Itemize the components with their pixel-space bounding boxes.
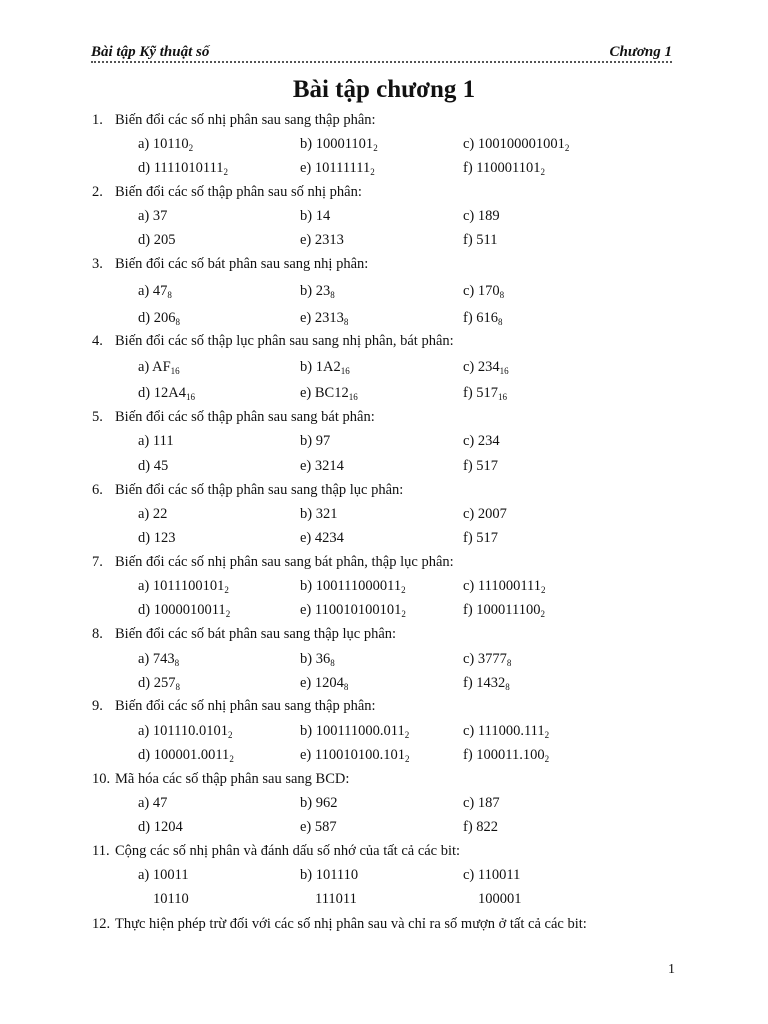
exercise-prompt: Biến đổi các số thập phân sau số nhị phân:	[115, 184, 362, 200]
exercise-item	[138, 723, 232, 740]
item-base: 8	[499, 290, 505, 300]
item-value: 101110.0101	[152, 723, 228, 739]
item-value: 616	[476, 310, 499, 326]
item-base: 2	[544, 754, 550, 764]
item-value: 101110	[315, 867, 359, 883]
page-title: Bài tập chương 1	[292, 76, 476, 103]
exercise-item	[138, 433, 174, 450]
item-label: d)	[138, 675, 151, 691]
item-value: 1011100101	[152, 578, 225, 594]
item-label: b)	[300, 795, 313, 811]
item-label: b)	[300, 208, 313, 224]
item-base: 2	[540, 609, 545, 619]
item-label: a)	[138, 795, 150, 811]
item-value: 100001.0011	[153, 747, 230, 763]
item-value: 110001101	[476, 160, 541, 176]
item-value: 47	[152, 795, 168, 811]
header-course: Bài tập Kỹ thuật số	[91, 44, 210, 60]
exercise-item	[300, 723, 409, 740]
exercise-number: 8.	[92, 626, 103, 642]
item-label: f)	[463, 530, 473, 546]
item-value: 100001	[478, 891, 522, 907]
item-label: d)	[138, 747, 151, 763]
item-value: 100011.100	[476, 747, 545, 763]
item-label: e)	[300, 458, 312, 474]
exercise-prompt: Biến đổi các số bát phân sau sang thập lục phân:	[115, 626, 397, 642]
exercise-item	[463, 232, 498, 249]
exercise-item	[138, 359, 180, 376]
item-base: 2	[227, 730, 233, 740]
exercise-number: 4.	[92, 333, 103, 349]
item-base: 16	[498, 392, 508, 402]
exercise-number: 10.	[92, 771, 111, 787]
exercise-item	[138, 651, 179, 668]
item-label: c)	[463, 651, 475, 667]
exercise-item	[138, 530, 175, 547]
item-base: 16	[170, 366, 180, 376]
item-value: 962	[315, 795, 338, 811]
item-base: 8	[174, 658, 180, 668]
item-value: 822	[476, 819, 499, 835]
exercise-item	[138, 160, 228, 177]
item-base: 2	[188, 143, 194, 153]
item-value: 170	[477, 283, 500, 299]
exercise-item	[300, 232, 344, 249]
item-value: 100100001001	[477, 136, 565, 152]
item-value: 45	[153, 458, 169, 474]
exercise-item	[463, 458, 498, 475]
item-value: 3777	[477, 651, 507, 667]
item-label: c)	[463, 578, 475, 594]
item-value: 517	[476, 458, 499, 474]
item-value: 23	[315, 283, 331, 299]
exercise-prompt: Biến đổi các số thập phân sau sang thập lục phân:	[115, 482, 404, 498]
exercise-prompt: Biến đổi các số nhị phân sau sang bát phân, thập lục phân:	[115, 554, 454, 570]
exercise-item	[300, 578, 406, 595]
exercise-item	[300, 867, 358, 884]
item-value: 2007	[477, 506, 507, 522]
exercise-item	[138, 506, 167, 523]
exercise-item	[463, 723, 549, 740]
exercise-number: 1.	[92, 112, 103, 128]
item-value: 3214	[314, 458, 344, 474]
item-value: 517	[476, 530, 499, 546]
item-value: 36	[315, 651, 331, 667]
header-chapter: Chương 1	[609, 44, 672, 60]
exercise-prompt: Cộng các số nhị phân và đánh dấu số nhớ của tất cả các bit:	[115, 843, 461, 859]
item-label: a)	[138, 359, 150, 375]
item-value: 206	[153, 310, 176, 326]
exercise-item	[463, 867, 520, 884]
item-value: 111	[152, 433, 174, 449]
exercise-number: 6.	[92, 482, 103, 498]
item-label: b)	[300, 578, 313, 594]
exercise-item	[138, 819, 183, 836]
item-base: 2	[541, 585, 546, 595]
item-label: f)	[463, 160, 473, 176]
item-base: 2	[373, 143, 378, 153]
exercise-item	[300, 530, 344, 547]
exercise-item	[315, 891, 357, 908]
item-value: 100011100	[476, 602, 541, 618]
item-value: 189	[477, 208, 500, 224]
exercise-item	[138, 578, 229, 595]
exercise-item	[463, 506, 507, 523]
item-base: 8	[506, 658, 512, 668]
exercise-item	[463, 136, 569, 153]
item-base: 8	[330, 290, 335, 300]
item-base: 2	[404, 754, 410, 764]
item-base: 2	[564, 143, 570, 153]
item-label: d)	[138, 310, 151, 326]
item-value: 22	[152, 506, 168, 522]
exercise-item	[300, 359, 350, 376]
item-value: 234	[477, 359, 500, 375]
item-label: c)	[463, 723, 475, 739]
exercise-number: 12.	[92, 916, 111, 932]
exercise-item	[463, 433, 500, 450]
exercise-item	[138, 232, 175, 249]
exercise-item	[300, 208, 330, 225]
item-value: 1000010011	[153, 602, 226, 618]
item-base: 16	[185, 392, 195, 402]
item-label: a)	[138, 578, 150, 594]
exercise-item	[138, 385, 195, 402]
item-base: 8	[330, 658, 335, 668]
exercise-item	[463, 602, 545, 619]
exercise-prompt: Biến đổi các số thập lục phân sau sang nhị phân, bát phân:	[115, 333, 454, 349]
item-value: 100111000011	[315, 578, 402, 594]
exercise-item	[300, 160, 375, 177]
exercise-item	[138, 310, 180, 327]
item-value: 111000.111	[477, 723, 545, 739]
item-label: d)	[138, 602, 151, 618]
item-label: f)	[463, 385, 473, 401]
exercise-number: 2.	[92, 184, 103, 200]
exercise-number: 9.	[92, 698, 103, 714]
exercise-item	[300, 385, 358, 402]
item-base: 8	[343, 682, 349, 692]
item-value: 10111111	[314, 160, 371, 176]
item-label: b)	[300, 283, 313, 299]
item-label: c)	[463, 208, 475, 224]
item-base: 2	[223, 167, 229, 177]
item-value: 321	[315, 506, 338, 522]
item-value: 4234	[314, 530, 344, 546]
item-base: 8	[498, 317, 503, 327]
item-value: 1111010111	[153, 160, 224, 176]
exercise-item	[300, 310, 348, 327]
item-label: d)	[138, 232, 151, 248]
exercise-item	[300, 136, 378, 153]
item-label: f)	[463, 819, 473, 835]
item-value: 187	[477, 795, 500, 811]
page-number: 1	[668, 962, 675, 977]
item-value: 14	[315, 208, 331, 224]
item-value: 1A2	[315, 359, 341, 375]
exercise-number: 3.	[92, 256, 103, 272]
item-label: f)	[463, 747, 473, 763]
item-label: a)	[138, 867, 150, 883]
item-value: 100111000.011	[315, 723, 405, 739]
item-value: 1204	[153, 819, 183, 835]
item-label: e)	[300, 602, 312, 618]
item-label: e)	[300, 310, 312, 326]
item-value: 10001101	[315, 136, 374, 152]
item-base: 2	[544, 730, 550, 740]
exercise-item	[138, 458, 168, 475]
exercise-item	[463, 819, 498, 836]
exercise-item	[463, 359, 509, 376]
item-base: 2	[540, 167, 545, 177]
item-label: e)	[300, 675, 312, 691]
item-label: b)	[300, 651, 313, 667]
item-value: 12A4	[153, 385, 186, 401]
item-value: 257	[153, 675, 176, 691]
exercise-item	[463, 160, 545, 177]
item-value: 517	[476, 385, 499, 401]
exercise-item	[138, 747, 234, 764]
exercise-item	[138, 136, 193, 153]
exercise-item	[138, 208, 167, 225]
exercise-number: 11.	[92, 843, 110, 859]
item-value: 2313	[314, 232, 344, 248]
item-base: 2	[401, 609, 406, 619]
item-value: 111011	[315, 891, 357, 907]
item-label: f)	[463, 458, 473, 474]
item-value: 1432	[476, 675, 506, 691]
item-label: c)	[463, 283, 475, 299]
exercise-prompt: Biến đổi các số thập phân sau sang bát phân:	[115, 409, 375, 425]
item-label: c)	[463, 433, 475, 449]
exercise-item	[300, 795, 337, 812]
item-value: 10011	[152, 867, 189, 883]
exercise-item	[463, 208, 500, 225]
exercise-item	[463, 530, 498, 547]
exercise-prompt: Mã hóa các số thập phân sau sang BCD:	[115, 771, 350, 787]
exercise-item	[300, 747, 409, 764]
item-value: 511	[476, 232, 498, 248]
item-value: 123	[153, 530, 176, 546]
item-label: d)	[138, 160, 151, 176]
item-label: e)	[300, 385, 312, 401]
exercise-item	[300, 819, 337, 836]
exercise-prompt: Biến đổi các số bát phân sau sang nhị phân:	[115, 256, 369, 272]
item-label: c)	[463, 506, 475, 522]
item-base: 2	[370, 167, 375, 177]
item-label: a)	[138, 506, 150, 522]
item-label: a)	[138, 208, 150, 224]
item-value: 47	[152, 283, 168, 299]
item-label: e)	[300, 160, 312, 176]
exercise-prompt: Biến đổi các số nhị phân sau sang thập phân:	[115, 112, 376, 128]
exercise-number: 5.	[92, 409, 103, 425]
item-value: 97	[315, 433, 331, 449]
item-label: f)	[463, 602, 473, 618]
item-label: e)	[300, 747, 312, 763]
exercise-item	[463, 385, 507, 402]
item-label: e)	[300, 232, 312, 248]
item-label: b)	[300, 136, 313, 152]
item-base: 2	[229, 754, 234, 764]
exercise-item	[463, 283, 504, 300]
item-label: c)	[463, 136, 475, 152]
item-value: 205	[153, 232, 176, 248]
exercise-item	[463, 675, 510, 692]
exercise-item	[463, 795, 500, 812]
item-value: 10110	[152, 136, 189, 152]
exercise-item	[300, 283, 335, 300]
exercise-item	[478, 891, 522, 908]
item-base: 2	[404, 730, 410, 740]
item-base: 16	[499, 366, 509, 376]
item-base: 8	[175, 317, 180, 327]
item-label: a)	[138, 723, 150, 739]
item-base: 2	[225, 609, 231, 619]
item-label: b)	[300, 867, 313, 883]
item-value: 110010100101	[314, 602, 402, 618]
item-label: a)	[138, 136, 150, 152]
item-value: BC12	[314, 385, 349, 401]
exercise-item	[300, 651, 335, 668]
item-base: 8	[167, 290, 172, 300]
item-label: b)	[300, 433, 313, 449]
item-base: 8	[175, 682, 180, 692]
exercise-item	[138, 283, 172, 300]
item-base: 8	[343, 317, 349, 327]
exercise-item	[300, 458, 344, 475]
item-value: 587	[314, 819, 337, 835]
item-label: a)	[138, 433, 150, 449]
exercise-item	[463, 310, 503, 327]
item-base: 2	[401, 585, 406, 595]
item-label: c)	[463, 867, 475, 883]
exercise-item	[138, 795, 167, 812]
item-label: f)	[463, 310, 473, 326]
item-value: 37	[152, 208, 168, 224]
exercise-item	[463, 747, 549, 764]
exercise-item	[300, 602, 406, 619]
exercise-item	[463, 651, 511, 668]
exercise-item	[300, 433, 330, 450]
item-label: c)	[463, 795, 475, 811]
item-value: 1204	[314, 675, 344, 691]
exercise-item	[300, 506, 337, 523]
item-label: e)	[300, 819, 312, 835]
item-value: 10110	[153, 891, 189, 907]
item-base: 2	[224, 585, 229, 595]
item-base: 8	[505, 682, 510, 692]
item-label: f)	[463, 232, 473, 248]
item-base: 16	[348, 392, 358, 402]
exercise-item	[463, 578, 546, 595]
item-label: d)	[138, 385, 151, 401]
exercise-item	[300, 675, 348, 692]
item-base: 16	[340, 366, 350, 376]
item-value: 743	[152, 651, 175, 667]
item-label: b)	[300, 359, 313, 375]
exercise-number: 7.	[92, 554, 103, 570]
item-value: 110010100.101	[314, 747, 405, 763]
item-value: AF	[152, 359, 171, 375]
exercise-prompt: Biến đổi các số nhị phân sau sang thập phân:	[115, 698, 376, 714]
item-label: d)	[138, 530, 151, 546]
item-label: a)	[138, 283, 150, 299]
item-value: 111000111	[477, 578, 541, 594]
item-label: b)	[300, 506, 313, 522]
exercise-item	[153, 891, 189, 908]
exercise-item	[138, 867, 189, 884]
item-label: c)	[463, 359, 475, 375]
item-label: b)	[300, 723, 313, 739]
item-label: a)	[138, 651, 150, 667]
exercise-prompt: Thực hiện phép trừ đối với các số nhị phân sau và chỉ ra số mượn ở tất cả các bit:	[115, 916, 587, 932]
item-value: 234	[477, 433, 500, 449]
item-label: d)	[138, 819, 151, 835]
item-value: 2313	[314, 310, 344, 326]
running-header	[91, 44, 672, 63]
item-label: f)	[463, 675, 473, 691]
exercise-item	[138, 675, 180, 692]
item-label: d)	[138, 458, 151, 474]
item-value: 110011	[477, 867, 521, 883]
item-label: e)	[300, 530, 312, 546]
exercise-item	[138, 602, 230, 619]
